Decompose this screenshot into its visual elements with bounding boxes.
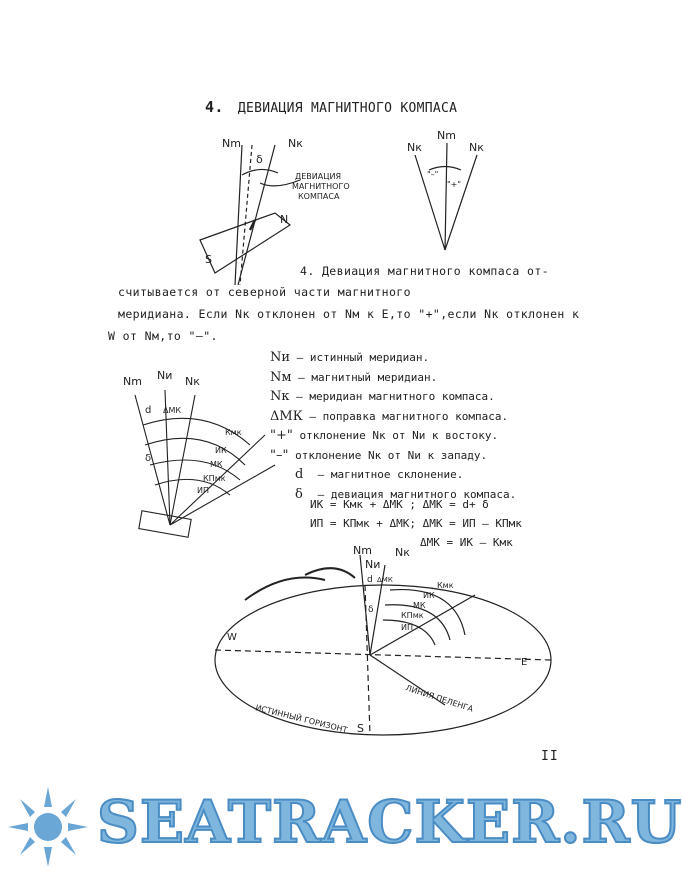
kpmk-label-3: КПмк [203,474,226,483]
paragraph-line-1: 4. Девиация магнитного компаса от- [300,264,550,278]
bearing-line-label: ЛИНИЯ ПЕЛЕНГА [404,683,475,714]
plus-label: "+" [447,180,462,189]
nk-label-2b: Nк [469,141,484,154]
mk-label-4: МК [413,601,426,610]
legend-row: δ – девиация магнитного компаса. [295,486,517,502]
nm-label-2: Nm [437,129,456,142]
d-label-3: d [145,405,152,416]
ip-label-3: ИП [197,486,209,495]
minus-label: "–" [427,170,439,179]
caption-3: КОМПАСА [298,192,340,201]
ship-n-label: N [280,213,289,226]
delta-label-1: δ [256,153,263,166]
legend-row: ΔМК – поправка магнитного компаса. [270,408,509,424]
formula-1: ИК = Кмк + ΔМК ; ΔМК = d+ δ [310,498,489,511]
caption-2: МАГНИТНОГО [292,182,350,191]
e-label: E [521,657,528,668]
legend-row: Nк – меридиан магнитного компаса. [270,389,495,404]
legend-row: Nм – магнитный меридиан. [270,369,438,385]
ni-label-3: Nи [157,369,173,382]
horizon-diagram [205,540,565,745]
seatracker-logo [2,782,94,872]
nk-label-4: Nк [395,546,410,559]
mk-label-3: МК [210,460,223,469]
paragraph-line-3: меридиана. Если Nк отклонен от Nм к Е,то "+",если Nк отклонен к [118,307,580,321]
kmk-label-3: Кмк [225,428,242,437]
kmk-label-4: Кмк [437,581,454,590]
nm-label-3: Nm [123,375,142,388]
ip-label-4: ИП [401,623,413,632]
legend-row: "+" отклонение Nк от Nи к востоку. [270,428,499,443]
ship-s-label: S [205,253,212,266]
legend-row: Nи – истинный меридиан. [270,350,430,365]
legend [270,348,516,504]
paragraph-line-2: считывается от северной части магнитного [118,285,411,299]
ik-label-4: ИК [423,591,435,600]
ni-label-4: Nи [365,558,381,571]
ik-label-3: ИК [215,446,227,455]
nk-label-1: Nк [288,137,303,150]
nm-label-4: Nm [353,544,372,557]
caption-1: ДЕВИАЦИЯ [295,172,342,181]
nk-label-3: Nк [185,375,200,388]
plus-minus-diagram [405,125,495,255]
watermark-text: SEATRACKER.RU [97,788,682,856]
s-label: S [357,722,364,735]
paragraph-line-4: W от Nм,то "–". [108,329,218,343]
legend-row: "–" отклонение Nк от Nи к западу. [270,447,488,463]
formula-2: ИП = КПмк + ΔМК; ΔМК = ИП – КПмк [310,517,522,530]
delta-label-3: δ [145,453,152,464]
kpmk-label-4: КПмк [401,611,424,620]
d-label-4: d [367,575,373,585]
legend-row: d – магнитное склонение. [295,467,464,482]
dmk-label-3: ΔМК [163,406,182,415]
section-title: 4. ДЕВИАЦИЯ МАГНИТНОГО КОМПАСА [205,98,458,116]
page-number: II [541,749,559,764]
formula-3: ΔМК = ИК – Кмк [420,536,513,549]
nk-label-2a: Nк [407,141,422,154]
true-horizon-label: ИСТИННЫЙ ГОРИЗОНТ [254,703,349,735]
dmk-label-4: ΔМК [377,576,393,584]
nm-label-1: Nm [222,137,241,150]
delta-label-4: δ [368,605,374,615]
w-label: W [227,632,237,643]
